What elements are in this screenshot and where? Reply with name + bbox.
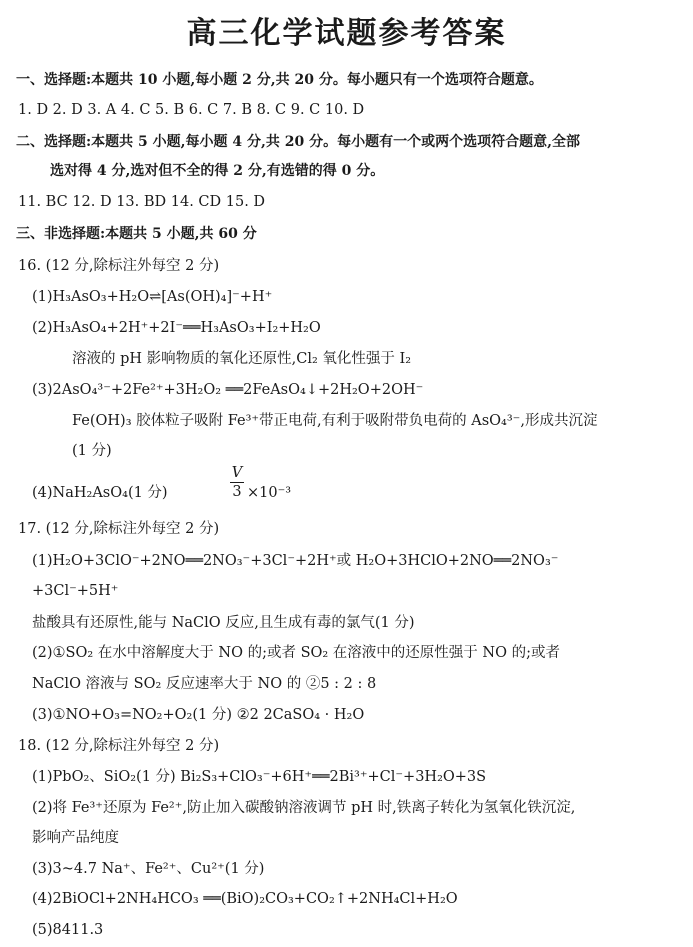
q18-part5: (5)8411.3 — [32, 922, 104, 938]
q18-part3: (3)3~4.7 Na⁺、Fe²⁺、Cu²⁺(1 分) — [32, 861, 265, 877]
page-title: 高三化学试题参考答案 — [186, 16, 507, 51]
section2-header-line2: 选对得 4 分,选对但不全的得 2 分,有选错的得 0 分。 — [50, 163, 385, 179]
section2-header-line1: 二、选择题:本题共 5 小题,每小题 4 分,共 20 分。每小题有一个或两个选项符合题意,全部 — [16, 134, 580, 150]
q16-part2: (2)H₃AsO₄+2H⁺+2I⁻══H₃AsO₃+I₂+H₂O — [32, 320, 321, 336]
q16-part1: (1)H₃AsO₃+H₂O⇌[As(OH)₄]⁻+H⁺ — [32, 289, 273, 305]
q16-part2-note: 溶液的 pH 影响物质的氧化还原性,Cl₂ 氧化性强于 I₂ — [72, 351, 412, 367]
q16-fraction — [230, 465, 244, 500]
section1-header: 一、选择题:本题共 10 小题,每小题 2 分,共 20 分。每小题只有一个选项符合题意。 — [16, 72, 543, 88]
q16-fraction-tail: ×10⁻³ — [247, 485, 292, 501]
q16-part3: (3)2AsO₄³⁻+2Fe²⁺+3H₂O₂ ══2FeAsO₄↓+2H₂O+2OH⁻ — [32, 382, 424, 398]
q16-part3-note: Fe(OH)₃ 胶体粒子吸附 Fe³⁺带正电荷,有利于吸附带负电荷的 AsO₄³⁻,形成共沉淀 — [72, 413, 598, 429]
q17-part1-cont: +3Cl⁻+5H⁺ — [32, 583, 119, 599]
section2-answers: 11. BC 12. D 13. BD 14. CD 15. D — [18, 194, 266, 210]
q16-part4: (4)NaH₂AsO₄(1 分) — [32, 485, 168, 501]
fraction-denominator: 3 — [232, 484, 242, 500]
q17-part1: (1)H₂O+3ClO⁻+2NO══2NO₃⁻+3Cl⁻+2H⁺或 H₂O+3HClO+2NO══2NO₃⁻ — [32, 553, 559, 569]
fraction-numerator: V — [231, 465, 243, 481]
q18-part4: (4)2BiOCl+2NH₄HCO₃ ══(BiO)₂CO₃+CO₂↑+2NH₄Cl+H₂O — [32, 891, 458, 907]
fraction-bar — [230, 482, 244, 483]
section3-header: 三、非选择题:本题共 5 小题,共 60 分 — [16, 226, 257, 242]
q16-head: 16. (12 分,除标注外每空 2 分) — [18, 258, 220, 274]
q17-part1-note: 盐酸具有还原性,能与 NaClO 反应,且生成有毒的氯气(1 分) — [32, 615, 415, 631]
q17-head: 17. (12 分,除标注外每空 2 分) — [18, 521, 220, 537]
q18-part2-cont: 影响产品纯度 — [32, 830, 119, 846]
q16-part3-score: (1 分) — [72, 443, 112, 459]
q17-part2-cont: NaClO 溶液与 SO₂ 反应速率大于 NO 的 ②5 : 2 : 8 — [32, 676, 377, 692]
q17-part3: (3)①NO+O₃=NO₂+O₂(1 分) ②2 2CaSO₄ · H₂O — [32, 707, 365, 723]
q18-part2: (2)将 Fe³⁺还原为 Fe²⁺,防止加入碳酸钠溶液调节 pH 时,铁离子转化为氢氧化铁沉淀, — [32, 800, 576, 816]
section1-answers: 1. D 2. D 3. A 4. C 5. B 6. C 7. B 8. C 9. C 10. D — [18, 102, 365, 118]
q18-head: 18. (12 分,除标注外每空 2 分) — [18, 738, 220, 754]
q17-part2: (2)①SO₂ 在水中溶解度大于 NO 的;或者 SO₂ 在溶液中的还原性强于 NO 的;或者 — [32, 645, 560, 661]
q18-part1: (1)PbO₂、SiO₂(1 分) Bi₂S₃+ClO₃⁻+6H⁺══2Bi³⁺+Cl⁻+3H₂O+3S — [32, 769, 487, 785]
